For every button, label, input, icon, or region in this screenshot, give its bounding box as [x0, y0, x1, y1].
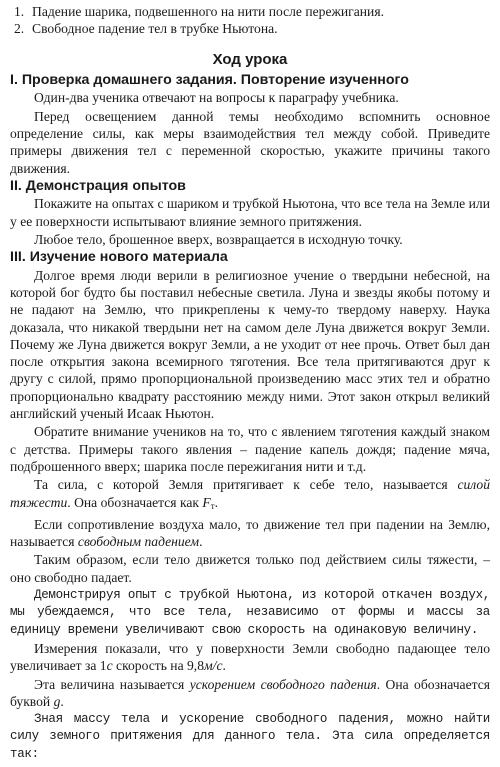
paragraph: Один-два ученика отвечают на вопросы к параграфу учебника.: [34, 90, 399, 106]
demo-list: [10, 3, 490, 38]
text-run: . Она обозначается как: [67, 494, 203, 510]
text-run: .: [199, 534, 203, 550]
text-run: .: [60, 693, 64, 709]
symbol-subscript: т: [210, 500, 215, 511]
unit-meters-per-second: м/с: [204, 658, 223, 674]
text-run: Та сила, с которой Земля притягивает к себе тело, называется: [34, 477, 458, 493]
symbol-g: g: [53, 693, 61, 709]
list-item: [10, 3, 490, 20]
list-item-text: Падение шарика, подвешенного на нити после пережигания.: [32, 4, 384, 19]
paragraph: Покажите на опытах с шариком и трубкой Ньютона, что все тела на Земле или у ее поверхности испытывают влияние земного притяжения.: [10, 196, 490, 229]
text-run: Измерения показали, что у поверхности Земли свободно падающее тело увеличивает за 1: [10, 640, 490, 674]
text-run: Эта величина называется: [34, 676, 190, 692]
paragraph-measurements: [10, 640, 490, 675]
term-gravity-force: силой тяжести: [10, 477, 490, 510]
paragraph: Любое тело, брошенное вверх, возвращается в исходную точку.: [34, 231, 403, 247]
paragraph-free-fall-definition: [10, 516, 490, 551]
paragraph-newton-tube: Демонстрируя опыт с трубкой Ньютона, из которой откачен воздух, мы убеждаемся, что все тела, независимо от формы и массы за единицу времени увеличивают свою скорость на одинаковую величину.: [10, 588, 490, 637]
list-item-number: 1.: [14, 4, 25, 19]
paragraph-acceleration-definition: [10, 676, 490, 711]
text-run: Если сопротивление воздуха мало, то движение тел при падении на Землю, называется: [10, 516, 490, 550]
text-run: . Она обозначается буквой: [10, 676, 490, 709]
paragraph: Перед освещением данной темы необходимо вспомнить основное определение силы, как меры взаимодействия тел между собой. Приведите примеры движения тел с переменной скоростью, укажите причины такого движения.: [10, 108, 490, 176]
text-run: .: [222, 658, 226, 674]
paragraph: Таким образом, если тело движется только под действием силы тяжести, – оно свободно падает.: [10, 552, 490, 585]
list-item: [10, 20, 490, 37]
list-item-number: 2.: [14, 21, 25, 37]
text-run: скорость на 9,8: [112, 658, 204, 674]
list-item-text: Свободное падение тел в трубке Ньютона.: [32, 21, 278, 37]
paragraph-gravity-definition: [10, 476, 490, 515]
paragraph-gravity-force-calc: Зная массу тела и ускорение свободного падения, можно найти силу земного притяжения для данного тела. Эта сила определяется так:: [10, 712, 490, 761]
section-heading-homework: I. Проверка домашнего задания. Повторение изученного: [10, 71, 409, 88]
term-free-fall-acceleration: ускорением свободного падения: [189, 676, 377, 692]
symbol-force: F: [202, 494, 211, 510]
term-free-fall: свободным падением: [77, 534, 200, 550]
unit-seconds: с: [106, 658, 113, 674]
text-run: .: [214, 494, 219, 510]
lesson-title: Ход урока: [212, 50, 288, 68]
section-heading-demonstration: II. Демонстрация опытов: [10, 177, 186, 194]
paragraph: Обратите внимание учеников на то, что с явлением тяготения каждый знаком с детства. Примеры такого явления – падение капель дождя; падение мяча, подброшенного вверх; шарика после пережигания нити и т.д.: [10, 424, 490, 474]
paragraph: Долгое время люди верили в религиозное учение о твердыни небесной, на которой бог будто бы поставил небесные светила. Луна и звезды якобы потому и не падают на Землю, что прикреплены к чему-то твердому наверху. Наука доказала, что никакой твердыни нет на самом деле Луна движется вокруг Земли. Почему же Луна движется вокруг Земли, а не уходит от нее прочь. Ответ был дан после открытия закона всемирного тяготения. Все тела притягиваются друг к другу с силой, прямо пропорциональной произведению масс этих тел и обратно пропорционально квадрату расстоянию между ними. Этот закон открыл великий английский ученый Исаак Ньютон.: [10, 267, 490, 422]
section-heading-new-material: III. Изучение нового материала: [10, 249, 228, 266]
